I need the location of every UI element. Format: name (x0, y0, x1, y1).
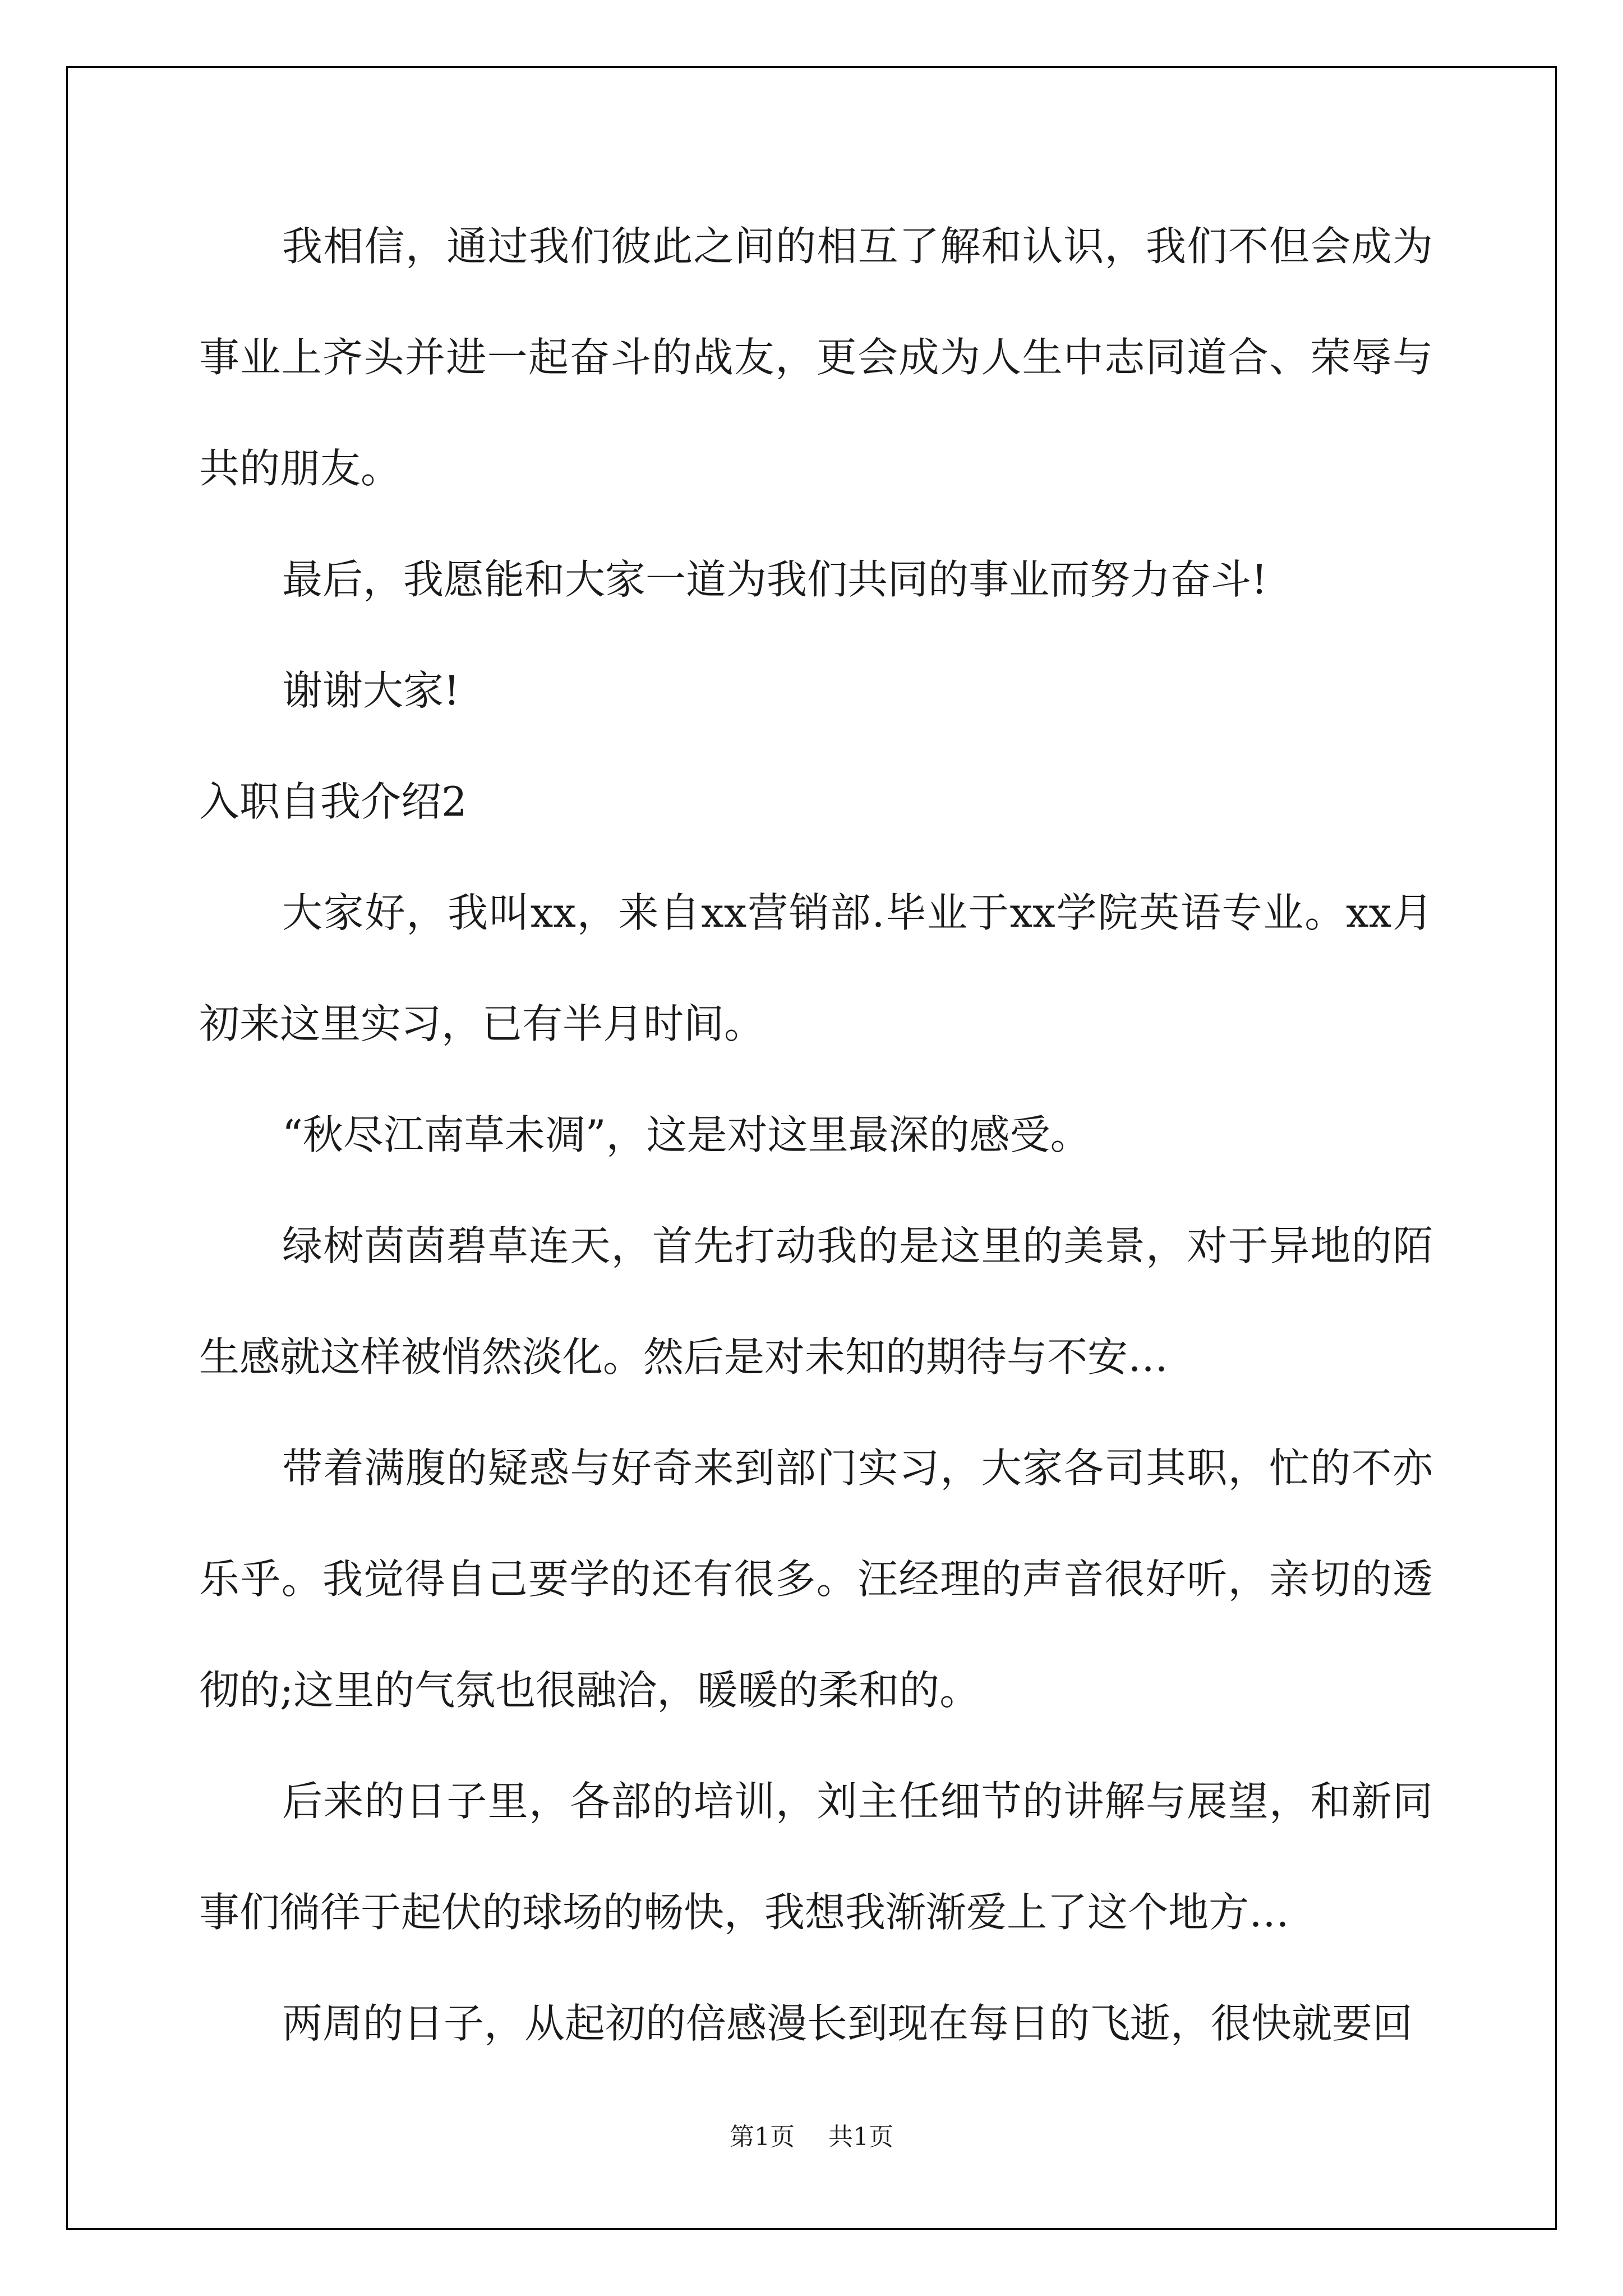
page-number: 第1页 (730, 2123, 795, 2151)
paragraph: 我相信，通过我们彼此之间的相互了解和认识，我们不但会成为事业上齐头并进一起奋斗的战友，更会成为人生中志同道合、荣辱与共的朋友。 (199, 223, 1433, 492)
paragraph: 谢谢大家! (282, 667, 460, 714)
paragraph: 绿树茵茵碧草连天，首先打动我的是这里的美景，对于异地的陌生感就这样被悄然淡化。然后是对未知的期待与不安… (199, 1222, 1433, 1381)
paragraph: 带着满腹的疑惑与好奇来到部门实习，大家各司其职，忙的不亦乐乎。我觉得自己要学的还有很多。汪经理的声音很好听，亲切的透彻的;这里的气氛也很融洽，暖暖的柔和的。 (199, 1444, 1433, 1714)
document-body (199, 191, 1433, 2079)
paragraph: 大家好，我叫xx，来自xx营销部.毕业于xx学院英语专业。xx月初来这里实习，已有半月时间。 (199, 889, 1433, 1047)
page-footer (0, 2120, 1623, 2154)
page-total: 共1页 (828, 2123, 893, 2151)
paragraph: 两周的日子，从起初的倍感漫长到现在每日的飞逝，很快就要回 (282, 2000, 1413, 2047)
paragraph: 后来的日子里，各部的培训，刘主任细节的讲解与展望，和新同事们徜徉于起伏的球场的畅快，我想我渐渐爱上了这个地方… (199, 1778, 1433, 1936)
paragraph: “秋尽江南草未凋”，这是对这里最深的感受。 (282, 1111, 1091, 1158)
section-heading: 入职自我介绍2 (199, 778, 467, 825)
paragraph: 最后，我愿能和大家一道为我们共同的事业而努力奋斗! (282, 556, 1267, 603)
